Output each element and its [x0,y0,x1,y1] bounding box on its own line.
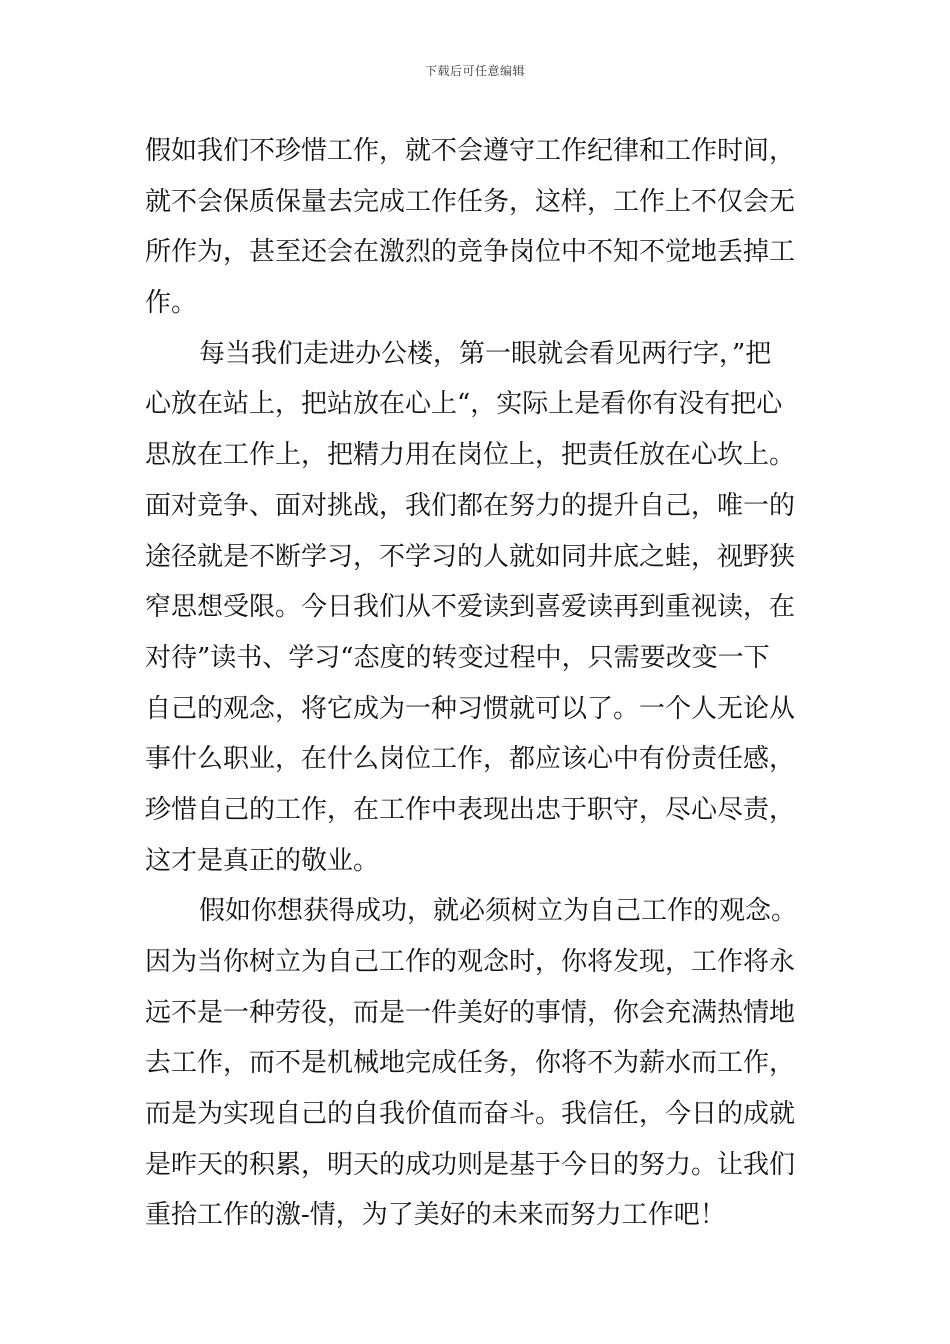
text-line: 对待”读书、学习“态度的转变过程中，只需要改变一下 [145,642,770,673]
text-line: 事什么职业，在什么岗位工作，都应该心中有份责任感， [145,744,796,775]
text-line: 这才是真正的敬业。 [145,845,380,876]
paragraph-1 [145,126,805,329]
text-line: 去工作，而不是机械地完成任务，你将不为薪水而工作， [145,1048,796,1079]
document-body [145,126,805,1241]
text-line: 途径就是不断学习，不学习的人就如同井底之蛙，视野狭 [145,541,796,572]
text-line: 是昨天的积累，明天的成功则是基于今日的努力。让我们 [145,1149,796,1180]
text-line: 心放在站上，把站放在心上“，实际上是看你有没有把心 [145,389,783,420]
text-line: 假如你想获得成功，就必须树立为自己工作的观念。 [199,896,798,927]
page-header-note: 下载后可任意编辑 [424,64,525,78]
text-line: 面对竞争、面对挑战，我们都在努力的提升自己，唯一的 [145,490,796,521]
text-line: 窄思想受限。今日我们从不爱读到喜爱读再到重视读，在 [145,592,796,623]
text-line: 远不是一种劳役，而是一件美好的事情，你会充满热情地 [145,997,796,1028]
text-line: 珍惜自己的工作，在工作中表现出忠于职守，尽心尽责， [145,794,796,825]
text-line: 作。 [145,288,198,319]
text-line: 每当我们走进办公楼，第一眼就会看见两行字，”把 [199,338,772,369]
text-line: 而是为实现自己的自我价值而奋斗。我信任，今日的成就 [145,1099,796,1130]
paragraph-2 [145,329,805,887]
text-line: 就不会保质保量去完成工作任务，这样，工作上不仅会无 [145,186,796,217]
text-line: 所作为，甚至还会在激烈的竞争岗位中不知不觉地丢掉工 [145,237,796,268]
text-line: 自己的观念，将它成为一种习惯就可以了。一个人无论从 [145,693,796,724]
paragraph-3 [145,886,805,1241]
text-line: 假如我们不珍惜工作，就不会遵守工作纪律和工作时间， [145,136,796,166]
text-line: 因为当你树立为自己工作的观念时，你将发现，工作将永 [145,947,796,977]
text-line: 重拾工作的激-情，为了美好的未来而努力工作吧！ [145,1200,726,1231]
text-line: 思放在工作上，把精力用在岗位上，把责任放在心坎上。 [145,440,796,471]
